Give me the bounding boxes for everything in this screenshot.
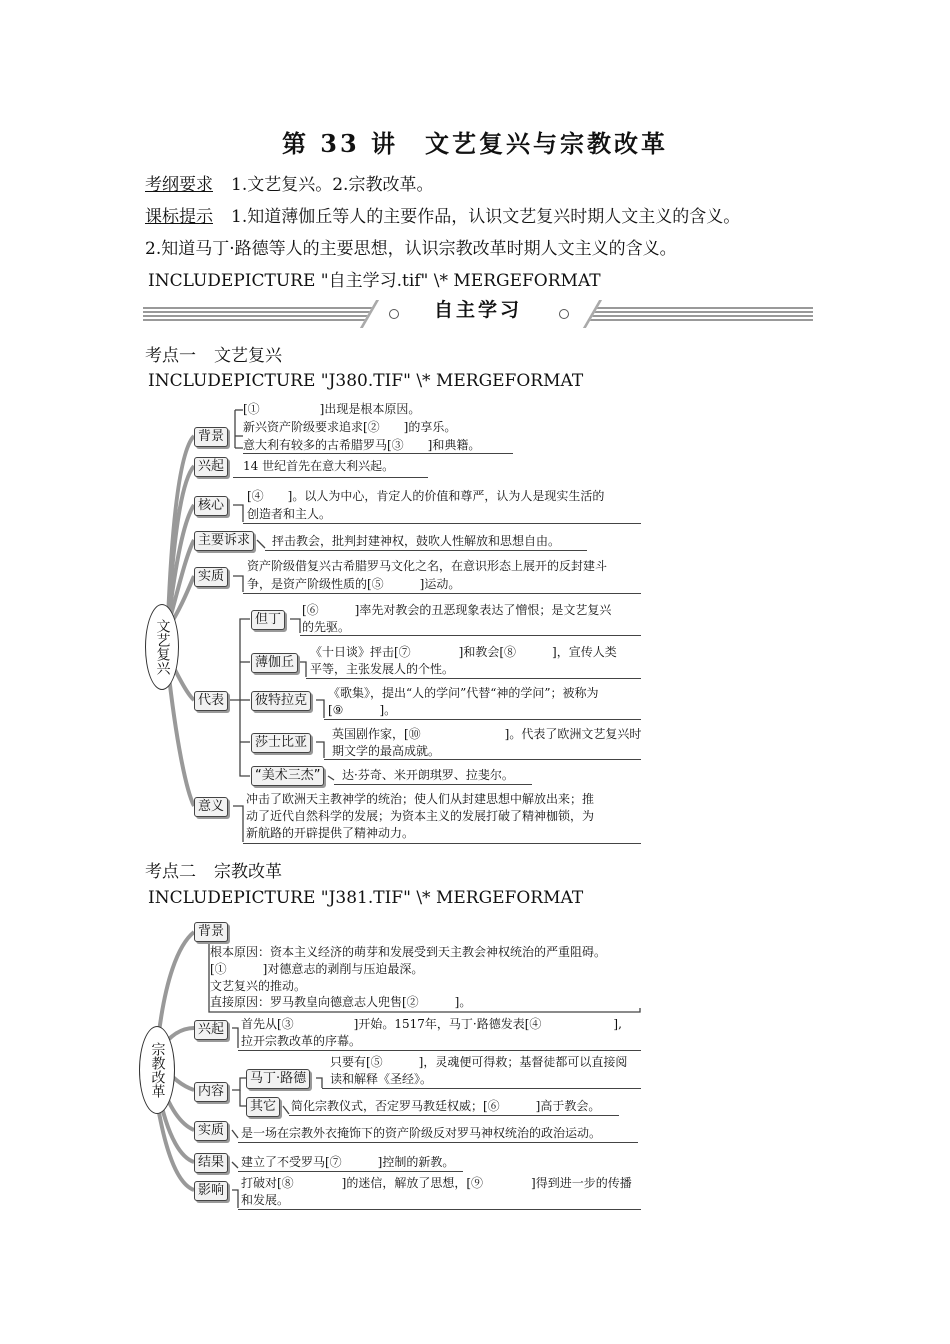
luther-line-1: 只要有[⑤ ]，灵魂便可得救；基督徒都可以直接阅 xyxy=(330,1055,628,1069)
section2-number: 考点二 xyxy=(145,862,196,882)
content-other: 其它 xyxy=(246,1097,280,1117)
bg-line-2: 新兴资产阶级要求追求[② ]的享乐。 xyxy=(243,420,457,434)
luther-line-2: 读和解释《圣经》。 xyxy=(330,1072,433,1086)
other-text: 简化宗教仪式，否定罗马教廷权威；[⑥ ]高于教会。 xyxy=(291,1099,601,1113)
essence-line-2: 争，是资产阶级性质的[⑤ ]运动。 xyxy=(247,577,461,591)
underline xyxy=(322,1088,641,1089)
bg-line-3: 意大利有较多的古希腊罗马[③ ]和典籍。 xyxy=(243,438,481,452)
hints-label: 课标提示 xyxy=(145,207,213,227)
map2-root-node: 宗教改革 xyxy=(139,1026,175,1114)
requirements-text: 1.文艺复兴。2.宗教改革。 xyxy=(231,175,434,195)
bocc-line-2: 平等，主张发展人的个性。 xyxy=(310,662,455,676)
rise-text: 14 世纪首先在意大利兴起。 xyxy=(243,459,395,473)
node-rise: 兴起 xyxy=(194,457,228,477)
underline xyxy=(238,1050,641,1051)
rise2-line-1: 首先从[③ ]开始。1517年，马丁·路德发表[④ ], xyxy=(241,1017,622,1031)
dante-line-1: [⑥ ]率先对教会的丑恶现象表达了憎恨；是文艺复兴 xyxy=(302,603,612,617)
node-meaning: 意义 xyxy=(194,797,228,817)
essence-line-1: 资产阶级借复兴古希腊罗马文化之名，在意识形态上展开的反封建斗 xyxy=(247,559,608,573)
page-title: 第 33 讲 文艺复兴与宗教改革 xyxy=(281,129,669,158)
include-field-3: INCLUDEPICTURE "J381.TIF" \* MERGEFORMAT xyxy=(148,888,584,908)
rise2-line-2: 拉开宗教改革的序幕。 xyxy=(241,1034,362,1048)
bg2-line-4: 直接原因：罗马教皇向德意志人兜售[② ]。 xyxy=(210,995,472,1009)
node-representatives: 代表 xyxy=(194,691,228,711)
bg-line-1: [① ]出现是根本原因。 xyxy=(243,402,421,416)
art-text: 达·芬奇、米开朗琪罗、拉斐尔。 xyxy=(342,768,514,782)
node2-impact: 影响 xyxy=(194,1181,228,1201)
section2-name: 宗教改革 xyxy=(214,862,282,882)
hints-line-2: 2.知道马丁·路德等人的主要思想，认识宗教改革时期人文主义的含义。 xyxy=(145,239,677,259)
rep-shakespeare: 莎士比亚 xyxy=(251,733,311,753)
section1-number: 考点一 xyxy=(145,346,196,366)
shak-line-1: 英国剧作家，[⑩ ]。代表了欧洲文艺复兴时 xyxy=(332,727,642,741)
rep-petrarch: 彼特拉克 xyxy=(251,691,311,711)
include-field-2: INCLUDEPICTURE "J380.TIF" \* MERGEFORMAT xyxy=(148,371,584,391)
node-background: 背景 xyxy=(194,427,228,447)
node2-content: 内容 xyxy=(194,1082,228,1102)
node-core: 核心 xyxy=(194,496,228,516)
requirements-label: 考纲要求 xyxy=(145,175,213,195)
result2-text: 建立了不受罗马[⑦ ]控制的新教。 xyxy=(241,1155,455,1169)
impact2-line-1: 打破对[⑧ ]的迷信，解放了思想，[⑨ ]得到进一步的传播 xyxy=(241,1176,632,1190)
node2-background: 背景 xyxy=(194,922,228,942)
node-essence: 实质 xyxy=(194,567,228,587)
shak-line-2: 期文学的最高成就。 xyxy=(332,744,441,758)
node2-essence: 实质 xyxy=(194,1121,228,1141)
include-field-1: INCLUDEPICTURE "自主学习.tif" \* MERGEFORMAT xyxy=(148,271,601,291)
essence2-text: 是一场在宗教外衣掩饰下的资产阶级反对罗马神权统治的政治运动。 xyxy=(241,1126,602,1140)
underline xyxy=(238,1209,641,1210)
node2-result: 结果 xyxy=(194,1153,228,1173)
content-luther: 马丁·路德 xyxy=(246,1069,310,1089)
core-line-1: [④ ]。以人为中心，肯定人的价值和尊严，认为人是现实生活的 xyxy=(247,489,605,503)
hints-text: 1.知道薄伽丘等人的主要作品，认识文艺复兴时期人文主义的含义。 xyxy=(231,207,741,227)
node2-rise: 兴起 xyxy=(194,1020,228,1040)
section1-name: 文艺复兴 xyxy=(214,346,282,366)
bg2-line-2: [① ]对德意志的剥削与压迫最深。 xyxy=(210,962,424,976)
bg2-line-1: 根本原因：资本主义经济的萌芽和发展受到天主教会神权统治的严重阻碍。 xyxy=(210,945,607,959)
bg2-line-3: 文艺复兴的推动。 xyxy=(210,979,307,993)
rep-boccaccio: 薄伽丘 xyxy=(251,653,298,673)
impact2-line-2: 和发展。 xyxy=(241,1193,290,1207)
dante-line-2: 的先驱。 xyxy=(302,620,351,634)
rep-dante: 但丁 xyxy=(251,610,285,630)
underline xyxy=(289,1115,619,1116)
meaning-line-1: 冲击了欧洲天主教神学的统治；使人们从封建思想中解放出来；推 xyxy=(246,792,595,806)
pet-line-2: [⑨ ]。 xyxy=(328,703,397,717)
bocc-line-1: 《十日谈》抨击[⑦ ]和教会[⑧ ]，宣传人类 xyxy=(310,645,617,659)
banner-title: 自主学习 xyxy=(433,299,522,321)
underline xyxy=(238,1142,638,1143)
rep-three-masters: “美术三杰” xyxy=(251,766,324,786)
underline xyxy=(238,1171,463,1172)
map1-root-node: 文艺复兴 xyxy=(145,604,179,690)
meaning-line-3: 新航路的开辟提供了精神动力。 xyxy=(246,826,415,840)
node-main-claim: 主要诉求 xyxy=(194,531,254,551)
meaning-line-2: 动了近代自然科学的发展；为资本主义的发展打破了精神枷锁，为 xyxy=(246,809,595,823)
core-line-2: 创造者和主人。 xyxy=(247,507,332,521)
claim-text: 抨击教会，批判封建神权，鼓吹人性解放和思想自由。 xyxy=(272,534,561,548)
pet-line-1: 《歌集》，提出“人的学问”代替“神的学问”；被称为 xyxy=(328,686,599,700)
